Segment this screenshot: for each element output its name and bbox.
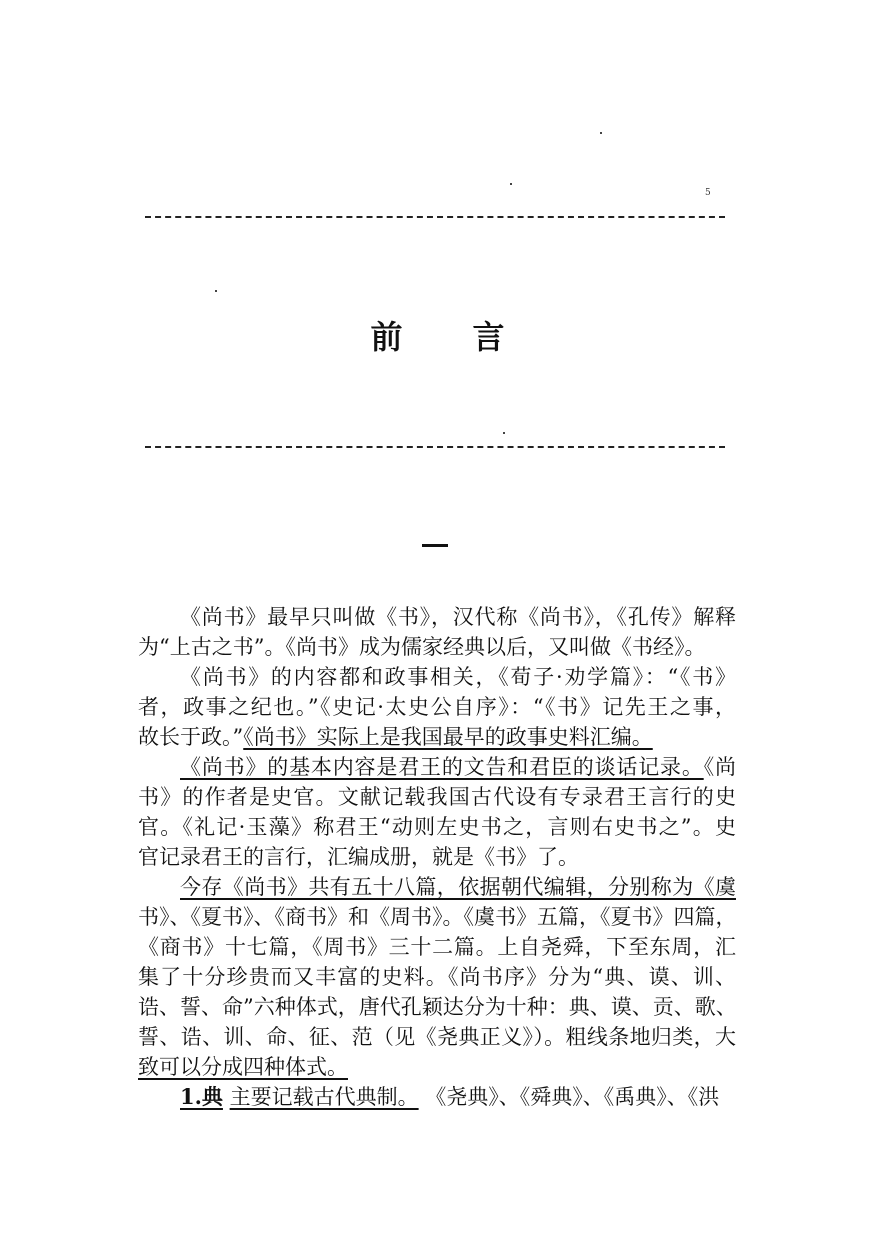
text-line: 为“上古之书”。《尚书》成为儒家经典以后，又叫做《书经》。 [138, 635, 706, 659]
text-line: 书》的作者是史官。文献记载我国古代设有专录君王言行的史 [138, 785, 736, 809]
underlined-sentence: 《尚书》的基本内容是君王的文告和君臣的谈话记录。 [180, 755, 704, 779]
bottom-divider [145, 446, 725, 448]
text-line: 《商书》十七篇，《周书》三十二篇。上自尧舜，下至东周，汇 [138, 935, 736, 959]
top-divider [145, 216, 725, 218]
text-line: 《尚书》的内容都和政事相关，《荀子·劝学篇》：“《书》 [180, 665, 736, 689]
text-line: 官。《礼记·玉藻》称君王“动则左史书之，言则右史书之”。史 [138, 815, 736, 839]
text-line: 《尚书》最早只叫做《书》，汉代称《尚书》，《孔传》解释 [180, 605, 736, 629]
scan-speck [215, 290, 217, 292]
text-line [138, 722, 736, 752]
text-segment: 故长于政。” [138, 725, 244, 749]
list-item [138, 1082, 736, 1112]
scan-speck [510, 183, 512, 185]
text-line: 誓、诰、训、命、征、范（见《尧典正义》）。粗线条地归类，大 [138, 1025, 736, 1049]
underlined-sentence: 《尚书》实际上是我国最早的政事史料汇编。 [243, 725, 653, 749]
body-text [138, 602, 736, 1112]
text-line: 官记录君王的言行，汇编成册，就是《书》了。 [138, 845, 579, 869]
text-line: 书》、《夏书》、《商书》和《周书》。《虞书》五篇，《夏书》四篇， [138, 905, 737, 929]
text-line: 今存《尚书》共有五十八篇，依据朝代编辑，分别称为《虞 [180, 875, 736, 899]
text-line: 致可以分成四种体式。 [138, 1055, 348, 1079]
scan-speck [503, 432, 505, 434]
page-corner-mark: 5 [705, 188, 711, 198]
text-segment: 《尚 [703, 755, 737, 779]
text-segment: 《尧典》、《舜典》、《禹典》、《洪 [425, 1085, 720, 1109]
text-line: 诰、誓、命”六种体式，唐代孔颖达分为十种：典、谟、贡、歌、 [138, 995, 737, 1019]
text-line [138, 752, 736, 782]
underlined-sentence: 主要记载古代典制。 [229, 1085, 419, 1109]
text-line: 集了十分珍贵而又丰富的史料。《尚书序》分为“典、谟、训、 [138, 965, 736, 989]
section-number-mark [422, 544, 448, 547]
text-line: 者，政事之纪也。”《史记·太史公自序》：“《书》记先王之事， [138, 695, 736, 719]
scan-speck [600, 132, 602, 134]
item-label: 1.典 [180, 1084, 223, 1109]
page-title: 前言 [370, 318, 575, 356]
